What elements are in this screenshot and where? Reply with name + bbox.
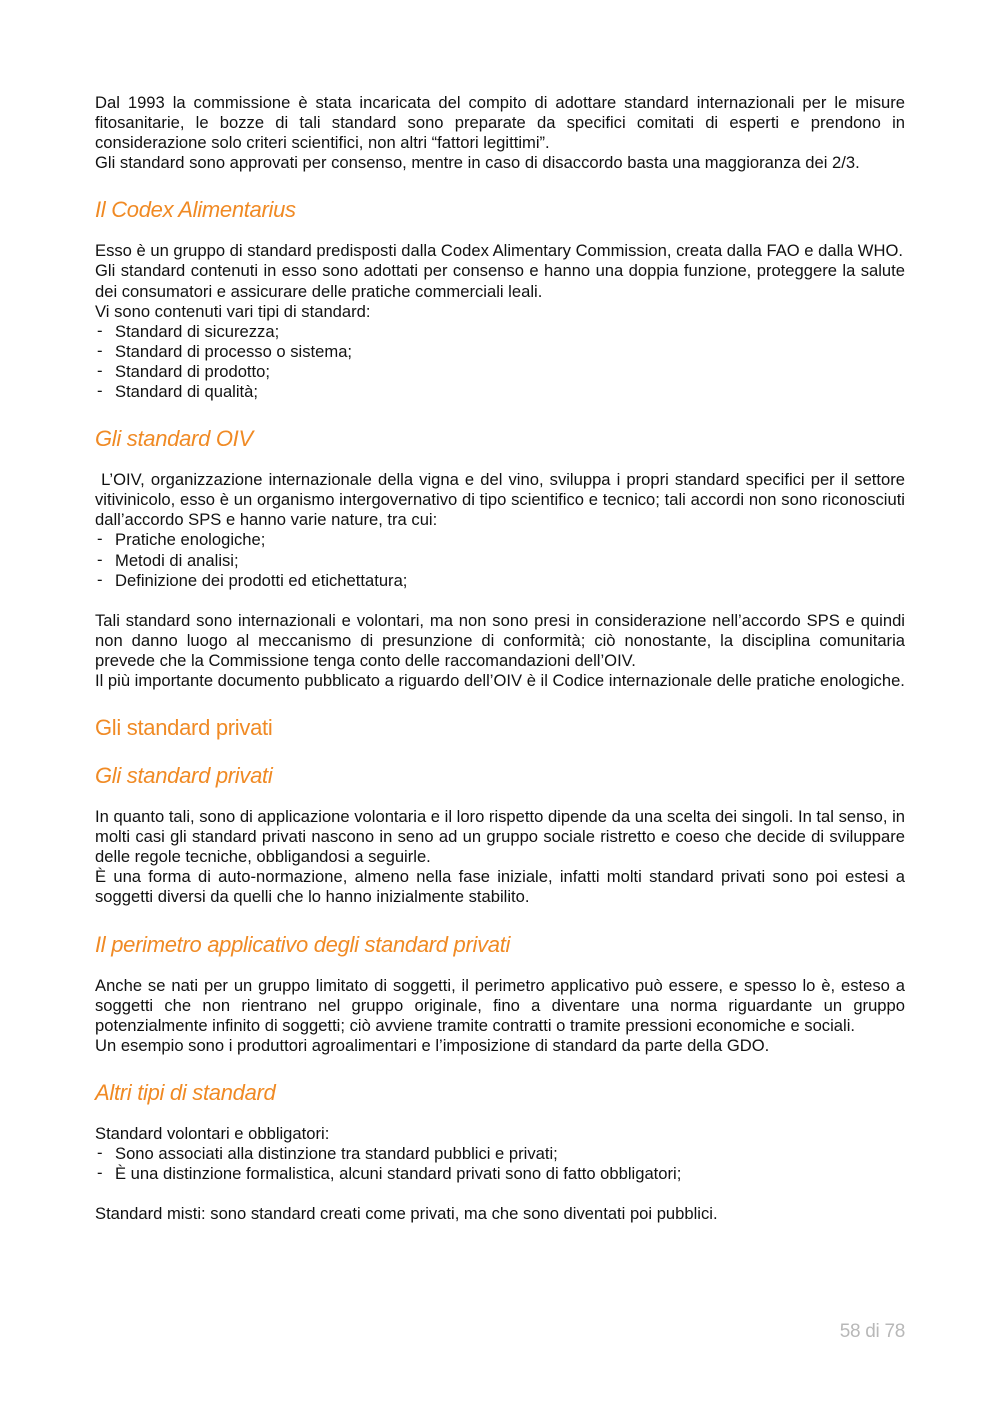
codex-paragraph-2: Gli standard contenuti in esso sono adottati per consenso e hanno una doppia funzione, proteggere la salute dei consumatori e assicurare delle pratiche commerciali leali. [95,261,905,301]
altri-standard-list [95,1144,905,1184]
intro-paragraph-2: Gli standard sono approvati per consenso, mentre in caso di disaccordo basta una maggioranza dei 2/3. [95,153,860,173]
intro-paragraph-1: Dal 1993 la commissione è stata incaricata del compito di adottare standard internazionali per le misure fitosanitarie, le bozze di tali standard sono preparate da specifici comitati di esperti e prendono in considerazione solo criteri scientifici, non altri “fattori legittimi”. [95,93,905,153]
privati-paragraph-2: È una forma di auto-normazione, almeno nella fase iniziale, infatti molti standard privati sono poi estesi a soggetti diversi da quelli che lo hanno inizialmente stabilito. [95,867,905,907]
oiv-paragraph-2: Tali standard sono internazionali e volontari, ma non sono presi in considerazione nell’accordo SPS e quindi non danno luogo al meccanismo di presunzione di conformità; ciò nonostante, la disciplina comunitaria prevede che la Commissione tenga conto delle raccomandazioni dell’OIV. [95,610,905,670]
list-item: - Metodi di analisi; [95,551,905,571]
codex-paragraph-1: Esso è un gruppo di standard predisposti dalla Codex Alimentary Commission, creata dalla FAO e dalla WHO. [95,241,903,261]
heading-section-standard-privati: Gli standard privati [95,715,273,741]
document-page [95,93,910,1224]
heading-codex-alimentarius: Il Codex Alimentarius [95,197,296,223]
codex-standard-list [95,322,905,402]
altri-paragraph-2: Standard misti: sono standard creati come privati, ma che sono diventati poi pubblici. [95,1204,718,1224]
list-item: - Definizione dei prodotti ed etichettatura; [95,571,905,591]
codex-paragraph-3: Vi sono contenuti vari tipi di standard: [95,301,371,321]
heading-standard-privati: Gli standard privati [95,763,273,789]
list-item: - È una distinzione formalistica, alcuni standard privati sono di fatto obbligatori; [95,1164,905,1184]
list-item: - Standard di processo o sistema; [95,342,905,362]
oiv-paragraph-1: L’OIV, organizzazione internazionale della vigna e del vino, sviluppa i propri standard specifici per il settore vitivinicolo, esso è un organismo intergovernativo di tipo scientifico e tecnico; tali accordi non sono riconosciuti dall’accordo SPS e hanno varie nature, tra cui: [95,470,910,530]
list-item: - Sono associati alla distinzione tra standard pubblici e privati; [95,1144,905,1164]
altri-paragraph-1: Standard volontari e obbligatori: [95,1123,330,1143]
list-item: - Pratiche enologiche; [95,530,905,550]
heading-perimetro-applicativo: Il perimetro applicativo degli standard privati [95,931,511,957]
privati-paragraph-1: In quanto tali, sono di applicazione volontaria e il loro rispetto dipende da una scelta dei singoli. In tal senso, in molti casi gli standard privati nascono in seno ad un gruppo sociale ristretto e coeso che decide di sviluppare delle regole tecniche, obbligandosi a seguirle. [95,807,905,867]
list-item: - Standard di prodotto; [95,362,905,382]
list-item: - Standard di sicurezza; [95,322,905,342]
heading-altri-tipi-di-standard: Altri tipi di standard [95,1079,276,1105]
heading-standard-oiv: Gli standard OIV [95,426,253,452]
list-item: - Standard di qualità; [95,382,905,402]
perimetro-paragraph-2: Un esempio sono i produttori agroalimentari e l’imposizione di standard da parte della GDO. [95,1035,770,1055]
oiv-nature-list [95,530,905,590]
oiv-paragraph-3: Il più importante documento pubblicato a riguardo dell’OIV è il Codice internazionale delle pratiche enologiche. [95,670,905,690]
perimetro-paragraph-1: Anche se nati per un gruppo limitato di soggetti, il perimetro applicativo può essere, e spesso lo è, esteso a soggetti che non rientrano nel gruppo originale, fino a diventare una norma riguardante un gruppo potenzialmente infinito di soggetti; ciò avviene tramite contratti o tramite pressioni economiche e sociali. [95,975,905,1035]
page-number: 58 di 78 [839,1321,905,1342]
